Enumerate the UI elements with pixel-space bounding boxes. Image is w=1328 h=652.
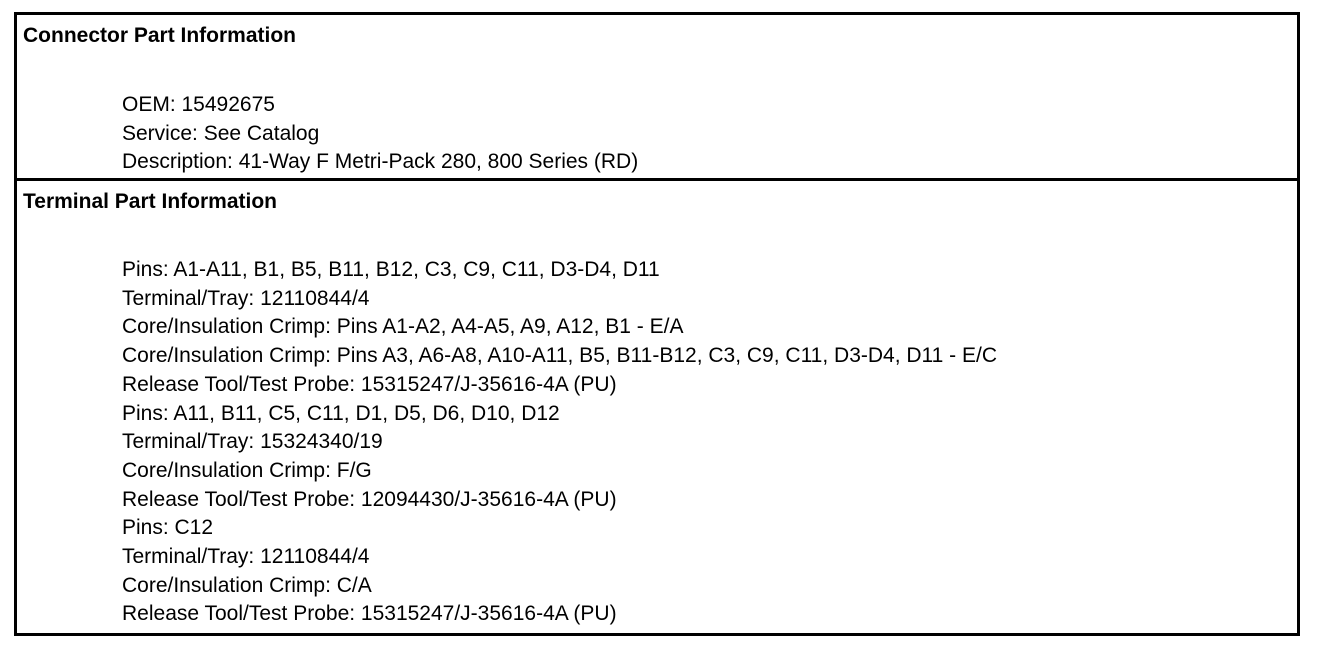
terminal-detail-line: Core/Insulation Crimp: C/A <box>122 573 372 597</box>
terminal-detail-line: Pins: C12 <box>122 516 214 540</box>
connector-part-heading: Connector Part Information <box>23 24 297 47</box>
connector-part-section <box>17 15 1297 181</box>
connector-oem-line: OEM: 15492675 <box>122 93 275 116</box>
terminal-detail-line: Release Tool/Test Probe: 12094430/J-35616-4A (PU) <box>122 487 617 511</box>
terminal-detail-line: Core/Insulation Crimp: Pins A1-A2, A4-A5, A9, A12, B1 - E/A <box>122 315 684 339</box>
connector-description-line: Description: 41-Way F Metri-Pack 280, 800 Series (RD) <box>122 150 639 174</box>
connector-part-details <box>122 91 638 177</box>
terminal-detail-line: Terminal/Tray: 12110844/4 <box>122 286 370 310</box>
terminal-detail-line: Terminal/Tray: 12110844/4 <box>122 545 370 569</box>
terminal-part-section <box>17 181 1297 633</box>
terminal-detail-line: Core/Insulation Crimp: Pins A3, A6-A8, A10-A11, B5, B11-B12, C3, C9, C11, D3-D4, D11 - E/C <box>122 344 998 368</box>
terminal-detail-line: Core/Insulation Crimp: F/G <box>122 458 372 482</box>
terminal-detail-line: Pins: A1-A11, B1, B5, B11, B12, C3, C9, C11, D3-D4, D11 <box>122 258 660 281</box>
connector-service-line: Service: See Catalog <box>122 121 320 145</box>
part-information-table <box>14 12 1300 636</box>
terminal-part-heading: Terminal Part Information <box>23 190 277 213</box>
terminal-detail-line: Terminal/Tray: 15324340/19 <box>122 430 383 454</box>
terminal-detail-line: Release Tool/Test Probe: 15315247/J-35616-4A (PU) <box>122 372 617 396</box>
terminal-detail-line: Pins: A11, B11, C5, C11, D1, D5, D6, D10, D12 <box>122 401 560 425</box>
terminal-detail-line: Release Tool/Test Probe: 15315247/J-35616-4A (PU) <box>122 602 617 626</box>
terminal-part-details <box>122 256 997 629</box>
